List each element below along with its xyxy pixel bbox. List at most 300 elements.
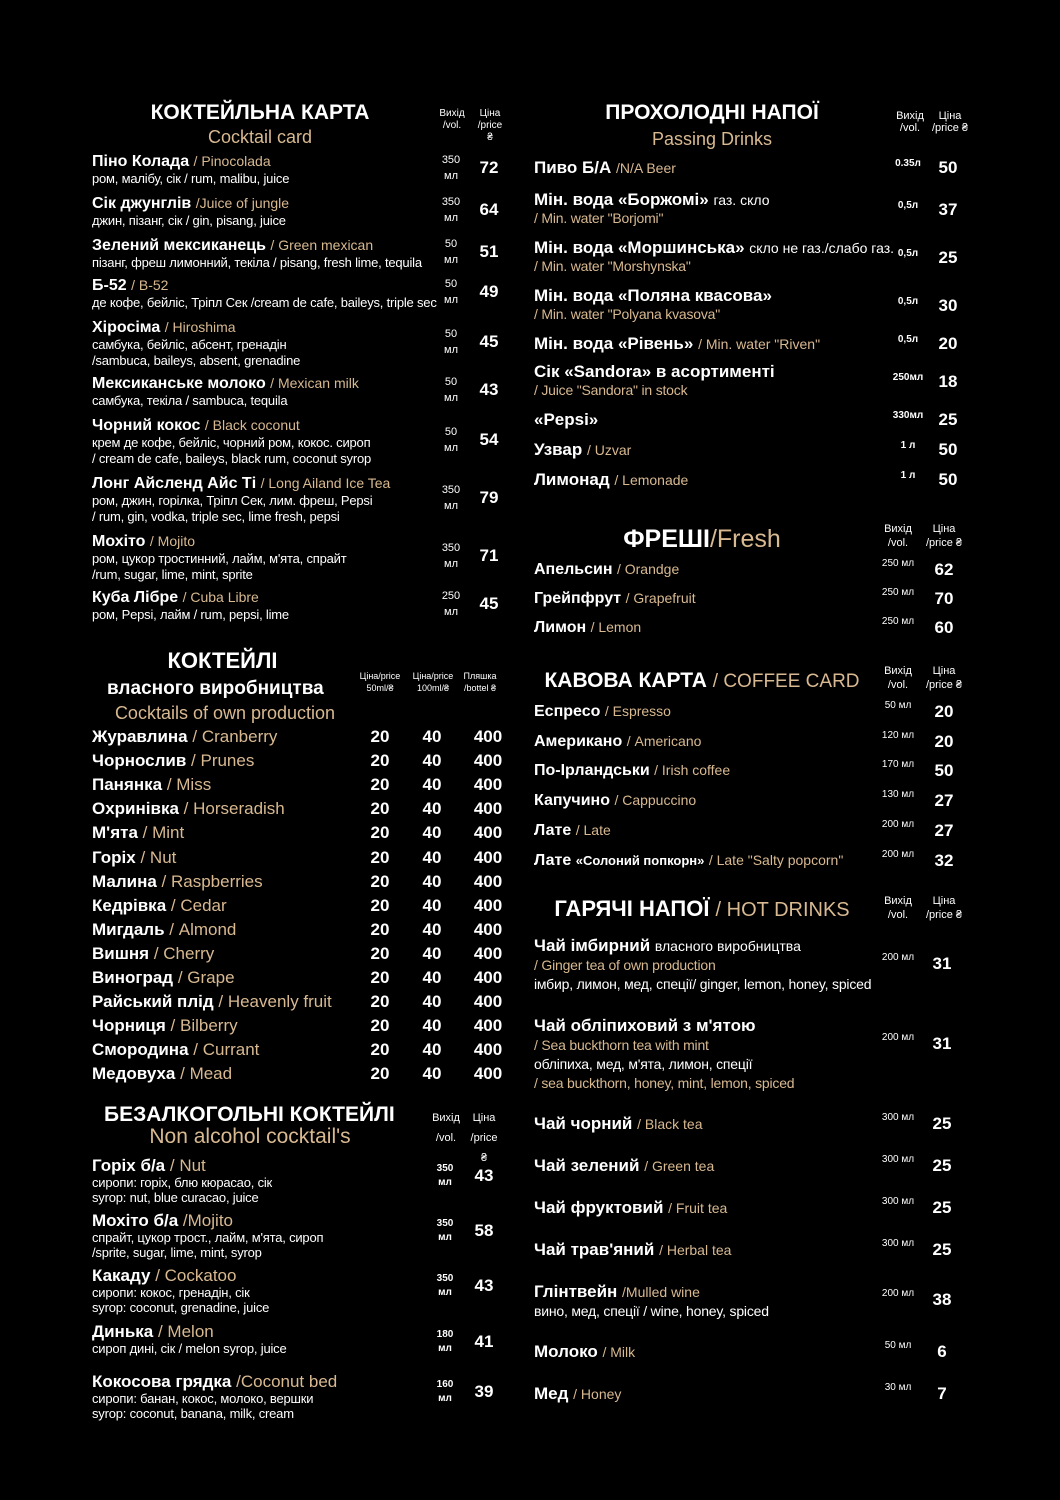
own-name	[92, 1039, 259, 1061]
nonalc-name	[92, 1211, 233, 1230]
own-item	[90, 991, 510, 1015]
hot-name	[534, 1240, 731, 1260]
cold-name	[534, 410, 598, 430]
nonalc-ingredients: сиропи: кокос, гренадін, сік	[92, 1285, 250, 1300]
own-price-50: 20	[370, 871, 390, 891]
own-price-100: 40	[422, 992, 442, 1012]
hot-title	[532, 896, 872, 923]
own-price-50: 20	[370, 727, 390, 746]
cocktail-ingredients: / cream de cafe, baileys, black rum, coconut syrop	[92, 451, 372, 466]
own-price-bottle: 400	[473, 799, 503, 819]
fresh-name-en: / Grapefruit	[625, 590, 696, 606]
cocktail-name	[92, 532, 195, 551]
coffee-item	[532, 729, 972, 758]
own-name-en: / Horseradish	[183, 799, 285, 819]
hot-volume: 300 мл	[881, 1154, 915, 1165]
nonalc-ingredients: сироп дині, сік / melon syrop, juice	[92, 1341, 287, 1356]
cocktail-name	[92, 588, 259, 607]
hot-item	[532, 1016, 972, 1091]
cocktail-ingredients: /rum, sugar, lime, mint, sprite	[92, 567, 253, 582]
fresh-vol-label: Вихід /vol.	[884, 523, 912, 549]
nonalc-name	[92, 1266, 236, 1285]
cocktail-price: 54	[479, 430, 499, 449]
coffee-name-en: / Irish coffee	[654, 762, 731, 779]
cocktail-volume: 50 мл	[444, 278, 458, 306]
hot-name-en: / Honey	[573, 1386, 622, 1402]
coffee-price: 20	[934, 731, 954, 751]
own-subtitle-en: Cocktails of own production	[114, 703, 336, 723]
nonalc-ingredients: сиропи: горіх, блю кюрасао, сік	[92, 1175, 273, 1190]
fresh-price: 70	[934, 589, 954, 608]
cold-name	[534, 286, 772, 306]
own-price-100: 40	[422, 895, 442, 915]
own-name-en: / Currant	[193, 1040, 260, 1060]
own-price-bottle: 400	[473, 871, 503, 891]
cocktail-name	[92, 318, 236, 337]
cold-item	[532, 238, 972, 278]
hot-volume: 300 мл	[881, 1196, 915, 1207]
fresh-title	[532, 524, 872, 554]
cocktails-price-label: Ціна /price ₴	[477, 108, 503, 143]
own-name	[92, 726, 277, 748]
own-name-ua: Чорниця	[92, 1016, 166, 1036]
cold-price: 25	[938, 410, 958, 429]
own-name	[92, 871, 263, 893]
hot-volume: 30 мл	[884, 1382, 912, 1393]
own-item	[90, 967, 510, 991]
cocktails-vol-label: Вихід /vol.	[439, 108, 465, 131]
nonalc-price: 39	[474, 1382, 494, 1401]
own-name-ua: Журавлина	[92, 727, 188, 746]
hot-name-en: /Mulled wine	[622, 1284, 700, 1300]
hot-name-en: / Herbal tea	[659, 1242, 732, 1258]
own-name	[92, 822, 184, 844]
own-price-100: 40	[422, 799, 442, 819]
cold-item	[532, 470, 972, 510]
cocktail-name-en: / Black coconut	[204, 417, 300, 433]
cold-name-ua: Мін. вода «Боржомі»	[534, 190, 709, 209]
coffee-name	[534, 702, 671, 721]
cold-volume: 250мл	[892, 372, 924, 383]
own-name-en: / Cherry	[153, 943, 215, 963]
own-item	[90, 943, 510, 967]
hot-name-ua: Чай обліпиховий з м'ятою	[534, 1016, 756, 1035]
cocktail-item	[90, 588, 510, 638]
cocktail-ingredients: пізанг, фреш лимонний, текіла / pisang, fresh lime, tequila	[92, 255, 422, 270]
cold-name-en2: / Min. water "Borjomi"	[534, 210, 664, 226]
own-name-ua: Медовуха	[92, 1064, 176, 1084]
cocktail-name-ua: Піно Колада	[92, 153, 190, 170]
cold-name	[534, 238, 894, 258]
own-price-50: 20	[370, 992, 390, 1012]
own-price-bottle: 400	[473, 895, 503, 915]
cocktail-name-en: / Hiroshima	[164, 319, 236, 335]
left-column	[90, 96, 510, 1421]
coffee-price: 27	[934, 791, 954, 811]
nonalc-ingredients: /sprite, sugar, lime, mint, syrop	[92, 1245, 262, 1260]
cocktail-ingredients: ром, цукор тростинний, лайм, м'ята, спрайт	[92, 551, 347, 566]
own-price-100: 40	[422, 1040, 442, 1060]
own-price-bottle: 400	[473, 943, 503, 963]
hot-name-ua: Чай імбирний	[534, 936, 651, 955]
coffee-name	[534, 851, 843, 870]
hot-name-en: / Fruit tea	[668, 1200, 728, 1216]
coffee-name-en: / Cappuccino	[614, 792, 697, 809]
fresh-name-ua: Грейпфрут	[534, 590, 622, 607]
cold-name-en2: / Min. water "Morshynska"	[534, 258, 691, 274]
own-item	[90, 750, 510, 774]
cold-volume: 0,5л	[897, 334, 919, 345]
own-name-en: / Almond	[169, 919, 237, 939]
nonalc-vol-label: Вихід /vol.	[432, 1112, 460, 1144]
cold-name-ua: Лимонад	[534, 470, 610, 489]
cocktail-price: 71	[479, 546, 499, 565]
nonalc-name-en: / Cockatoo	[155, 1266, 237, 1285]
own-price-bottle: 400	[473, 823, 503, 843]
cold-price: 50	[938, 158, 958, 177]
own-price-100: 40	[422, 943, 442, 963]
hot-volume: 200 мл	[881, 1288, 915, 1299]
coffee-price: 50	[934, 761, 954, 781]
cold-name	[534, 158, 676, 178]
own-price-100: 40	[422, 1064, 442, 1084]
hot-name-ua: Чай чорний	[534, 1114, 633, 1133]
cocktail-name	[92, 416, 300, 435]
own-name-en: / Grape	[177, 968, 235, 987]
cocktail-ingredients: /sambuca, baileys, absent, grenadine	[92, 353, 301, 368]
own-price-100: 40	[422, 919, 442, 939]
nonalc-volume: 350 мл	[436, 1218, 454, 1243]
cold-price: 50	[938, 440, 958, 459]
nonalc-name-ua: Мохіто б/а	[92, 1211, 179, 1230]
own-price-50: 20	[370, 919, 390, 939]
own-price-bottle: 400	[473, 1040, 503, 1060]
own-name-ua: Мигдаль	[92, 919, 165, 939]
cocktail-item	[90, 532, 510, 582]
coffee-name-en: / Espresso	[604, 703, 671, 719]
nonalc-ingredients: syrop: coconut, grenadine, juice	[92, 1300, 270, 1315]
nonalc-name-en: / Melon	[157, 1322, 214, 1341]
own-name	[92, 991, 332, 1013]
own-item	[90, 1039, 510, 1063]
cold-name	[534, 362, 775, 382]
nonalc-name-ua: Динька	[92, 1322, 154, 1341]
cocktail-ingredients: самбука, текіла / sambuca, tequila	[92, 393, 288, 408]
hot-name	[534, 1156, 714, 1176]
nonalc-volume: 180 мл	[436, 1329, 454, 1354]
fresh-price-label: Ціна /price ₴	[925, 523, 963, 549]
fresh-price: 62	[934, 560, 954, 579]
own-name-ua: Виноград	[92, 968, 174, 987]
hot-description: імбир, лимон, мед, спеції/ ginger, lemon, honey, spiced	[534, 976, 872, 992]
own-name-en: / Bilberry	[170, 1016, 238, 1036]
own-name-en: / Raspberries	[161, 871, 263, 891]
own-name-en: / Mead	[180, 1064, 233, 1084]
nonalc-name	[92, 1156, 206, 1175]
coffee-name	[534, 761, 730, 780]
hot-volume: 300 мл	[881, 1238, 915, 1249]
cocktail-name-en: / Long Ailand Ice Tea	[260, 475, 391, 491]
own-item	[90, 798, 510, 822]
hot-description: обліпиха, мед, м'ята, лимон, спеції	[534, 1056, 753, 1072]
cold-volume: 1 л	[900, 440, 916, 451]
coffee-item	[532, 761, 972, 787]
own-price-bottle: 400	[473, 968, 503, 987]
hot-volume: 50 мл	[884, 1340, 912, 1351]
nonalc-price: 41	[474, 1332, 494, 1351]
cocktail-ingredients: / rum, gin, vodka, triple sec, lime fresh, pepsi	[92, 509, 340, 524]
cocktail-name-ua: Куба Лібре	[92, 589, 179, 606]
cocktail-volume: 250 мл	[441, 590, 461, 618]
hot-volume: 200 мл	[881, 952, 915, 963]
nonalc-name-ua: Горіх б/а	[92, 1156, 166, 1175]
own-price-50: 20	[370, 968, 390, 987]
coffee-volume: 130 мл	[881, 789, 915, 801]
own-name-ua: Горіх	[92, 847, 136, 867]
cocktail-price: 43	[479, 380, 499, 399]
cocktail-volume: 350 мл	[441, 154, 461, 182]
own-col1-label: Ціна/price 50ml/₴	[359, 671, 401, 693]
cold-note: скло не газ./слабо газ.	[749, 240, 894, 256]
own-item	[90, 774, 510, 798]
coffee-vol-label: Вихід /vol.	[884, 665, 912, 691]
coffee-name-ua: По-Ірландськи	[534, 762, 650, 780]
coffee-name-ua: Лате	[534, 851, 572, 869]
cocktail-name	[92, 276, 168, 295]
cocktail-price: 51	[479, 242, 499, 261]
own-name-ua: Панянка	[92, 775, 163, 795]
own-item	[90, 726, 510, 750]
hot-name	[534, 1198, 727, 1218]
cocktail-item	[90, 318, 510, 368]
hot-description: / sea buckthorn, honey, mint, lemon, spiced	[534, 1075, 795, 1091]
nonalc-name	[92, 1322, 214, 1341]
own-name-ua: Смородина	[92, 1040, 189, 1060]
own-name	[92, 798, 285, 820]
own-price-bottle: 400	[473, 847, 503, 867]
own-price-50: 20	[370, 895, 390, 915]
nonalc-name-en: /Coconut bed	[236, 1372, 338, 1391]
coffee-price: 20	[934, 702, 954, 721]
coffee-note: «Солоний попкорн»	[575, 852, 705, 868]
hot-item	[532, 1384, 972, 1454]
cold-name-ua: Пиво Б/А	[534, 158, 612, 177]
cold-name	[534, 440, 631, 460]
fresh-volume: 250 мл	[881, 587, 915, 598]
nonalc-name-ua: Кокосова грядка	[92, 1372, 232, 1391]
own-title: КОКТЕЙЛІ	[167, 648, 278, 673]
nonalc-subtitle: Non alcohol cocktail's	[149, 1125, 351, 1148]
cold-volume: 1 л	[900, 470, 916, 481]
cocktail-name	[92, 152, 271, 171]
hot-name	[534, 1342, 635, 1362]
cold-note: газ. скло	[713, 192, 770, 208]
cocktail-name	[92, 194, 289, 213]
own-name-en: / Mint	[142, 823, 185, 843]
cold-vol-label: Вихід /vol.	[896, 110, 924, 134]
coffee-name-ua: Капучино	[534, 792, 610, 810]
coffee-name-en: / Americano	[626, 732, 702, 749]
cocktail-volume: 350 мл	[441, 484, 461, 512]
own-price-50: 20	[370, 1064, 390, 1084]
cold-price-label: Ціна /price ₴	[931, 110, 969, 134]
cocktails-subtitle: Cocktail card	[207, 127, 313, 147]
cold-volume: 0,5л	[897, 248, 919, 259]
coffee-name-ua: Американо	[534, 732, 623, 750]
own-price-100: 40	[422, 968, 442, 987]
cold-name-en: / Lemonade	[614, 472, 689, 488]
cocktail-ingredients: джин, пізанг, сік / gin, pisang, juice	[92, 213, 286, 228]
fresh-name-en: / Orandge	[616, 561, 680, 577]
nonalc-price: 43	[474, 1166, 494, 1185]
cocktail-volume: 350 мл	[441, 196, 461, 224]
cold-name-en: / Uzvar	[586, 442, 632, 458]
coffee-name	[534, 821, 611, 840]
cold-item	[532, 286, 972, 326]
cocktail-name-en: / Mexican milk	[270, 375, 359, 391]
cocktail-price: 45	[479, 594, 499, 613]
coffee-volume: 200 мл	[881, 848, 915, 860]
cocktail-name-en: / Green mexican	[270, 237, 374, 253]
own-item	[90, 847, 510, 871]
own-name-ua: Кедрівка	[92, 895, 167, 915]
hot-title-ua: ГАРЯЧІ НАПОЇ	[554, 896, 710, 921]
nonalc-ingredients: syrop: coconut, banana, milk, cream	[92, 1406, 294, 1421]
own-name	[92, 1015, 238, 1037]
coffee-item	[532, 848, 972, 877]
own-name-en: / Miss	[166, 775, 212, 795]
right-column	[532, 96, 972, 1416]
own-item	[90, 871, 510, 895]
hot-price: 25	[932, 1240, 952, 1259]
cocktail-name-ua: Мохіто	[92, 533, 146, 550]
coffee-price-label: Ціна /price ₴	[925, 665, 963, 691]
hot-price: 38	[932, 1290, 952, 1309]
cold-name-ua: Мін. вода «Поляна квасова»	[534, 286, 772, 305]
coffee-volume: 200 мл	[881, 818, 915, 830]
nonalc-item	[90, 1322, 510, 1372]
hot-name	[534, 1016, 755, 1036]
nonalc-item	[90, 1372, 510, 1422]
hot-name	[534, 1114, 703, 1134]
own-name-ua: Малина	[92, 871, 157, 891]
cocktail-name-ua: Зелений мексиканець	[92, 237, 266, 254]
own-price-bottle: 400	[473, 751, 503, 771]
nonalc-item	[90, 1211, 510, 1261]
cold-price: 20	[938, 334, 958, 353]
fresh-name	[534, 560, 679, 579]
cold-price: 37	[938, 200, 958, 219]
own-name-en: / Nut	[140, 847, 177, 867]
nonalc-name	[92, 1372, 337, 1391]
cocktail-name-ua: Хіросіма	[92, 319, 161, 336]
coffee-name-ua: Лате	[534, 821, 572, 839]
own-price-50: 20	[370, 1016, 390, 1036]
coffee-name-en: / Late "Salty popcorn"	[708, 851, 844, 868]
own-item	[90, 895, 510, 919]
cocktail-name-en: /Juice of jungle	[195, 195, 290, 211]
hot-price: 25	[932, 1114, 952, 1133]
cocktail-price: 49	[479, 282, 499, 301]
hot-name-en: / Green tea	[644, 1158, 715, 1174]
fresh-item	[532, 560, 972, 586]
own-name	[92, 967, 235, 989]
own-price-100: 40	[422, 871, 442, 891]
hot-name-ua: Глінтвейн	[534, 1282, 618, 1301]
fresh-volume: 250 мл	[881, 558, 915, 569]
cold-name	[534, 470, 688, 490]
own-name	[92, 750, 254, 772]
cold-subtitle: Passing Drinks	[651, 129, 773, 149]
hot-price: 7	[937, 1384, 947, 1403]
fresh-item	[532, 589, 972, 615]
cold-name	[534, 334, 820, 354]
own-price-50: 20	[370, 823, 390, 843]
cold-volume: 0.35л	[895, 158, 921, 169]
hot-title-en: / HOT DRINKS	[715, 899, 850, 921]
cocktail-ingredients: ром, Pepsi, лайм / rum, pepsi, lime	[92, 607, 289, 622]
hot-name	[534, 1384, 621, 1404]
own-name	[92, 774, 211, 796]
hot-price: 31	[932, 1034, 952, 1053]
cocktail-volume: 350 мл	[441, 542, 461, 570]
nonalc-volume: 350 мл	[436, 1163, 454, 1188]
nonalc-price: 43	[474, 1276, 494, 1295]
own-price-50: 20	[370, 847, 390, 867]
cocktail-name-ua: Лонг Айсленд Айс Ті	[92, 475, 257, 492]
nonalc-name-en: / Nut	[169, 1156, 206, 1175]
cocktail-name	[92, 236, 373, 255]
cold-volume: 330мл	[892, 410, 924, 421]
hot-item	[532, 936, 972, 1006]
coffee-item	[532, 818, 972, 847]
own-item	[90, 1063, 510, 1087]
cocktail-volume: 50 мл	[444, 376, 458, 404]
cold-price: 30	[938, 296, 958, 315]
own-item	[90, 822, 510, 846]
coffee-name	[534, 791, 696, 810]
nonalc-volume: 350 мл	[436, 1273, 454, 1298]
cocktail-name-ua: Чорний кокос	[92, 417, 201, 434]
own-price-bottle: 400	[473, 727, 503, 746]
cold-name	[534, 190, 769, 210]
hot-name	[534, 936, 801, 956]
cold-price: 50	[938, 470, 958, 489]
own-price-50: 20	[370, 751, 390, 771]
own-price-100: 40	[422, 751, 442, 771]
own-name-ua: М'ята	[92, 823, 138, 843]
cocktail-price: 64	[479, 200, 499, 219]
cocktail-ingredients: ром, джин, горілка, Тріпл Сек, лим. фреш, Pepsi	[92, 493, 373, 508]
fresh-volume: 250 мл	[881, 616, 915, 627]
fresh-item	[532, 618, 972, 644]
nonalc-price-label: Ціна /price ₴	[470, 1112, 498, 1164]
hot-price: 6	[937, 1342, 947, 1361]
cold-volume: 0,5л	[897, 296, 919, 307]
cold-name-en: /N/A Beer	[615, 160, 676, 176]
coffee-volume: 170 мл	[881, 759, 915, 771]
cold-name-en2: / Min. water "Polyana kvasova"	[534, 306, 721, 322]
own-subtitle-ua: власного виробництва	[107, 678, 324, 699]
nonalc-ingredients: спрайт, цукор трост., лайм, м'ята, сироп	[92, 1230, 324, 1245]
cocktail-ingredients: крем де кофе, бейліс, чорний ром, кокос. сироп	[92, 435, 371, 450]
cocktail-volume: 50 мл	[444, 426, 458, 454]
cocktail-price: 72	[479, 158, 499, 177]
own-name-ua: Чорнослив	[92, 751, 187, 771]
own-item	[90, 1015, 510, 1039]
cocktail-volume: 50 мл	[444, 238, 458, 266]
cold-name-en: / Min. water "Riven"	[698, 336, 821, 352]
